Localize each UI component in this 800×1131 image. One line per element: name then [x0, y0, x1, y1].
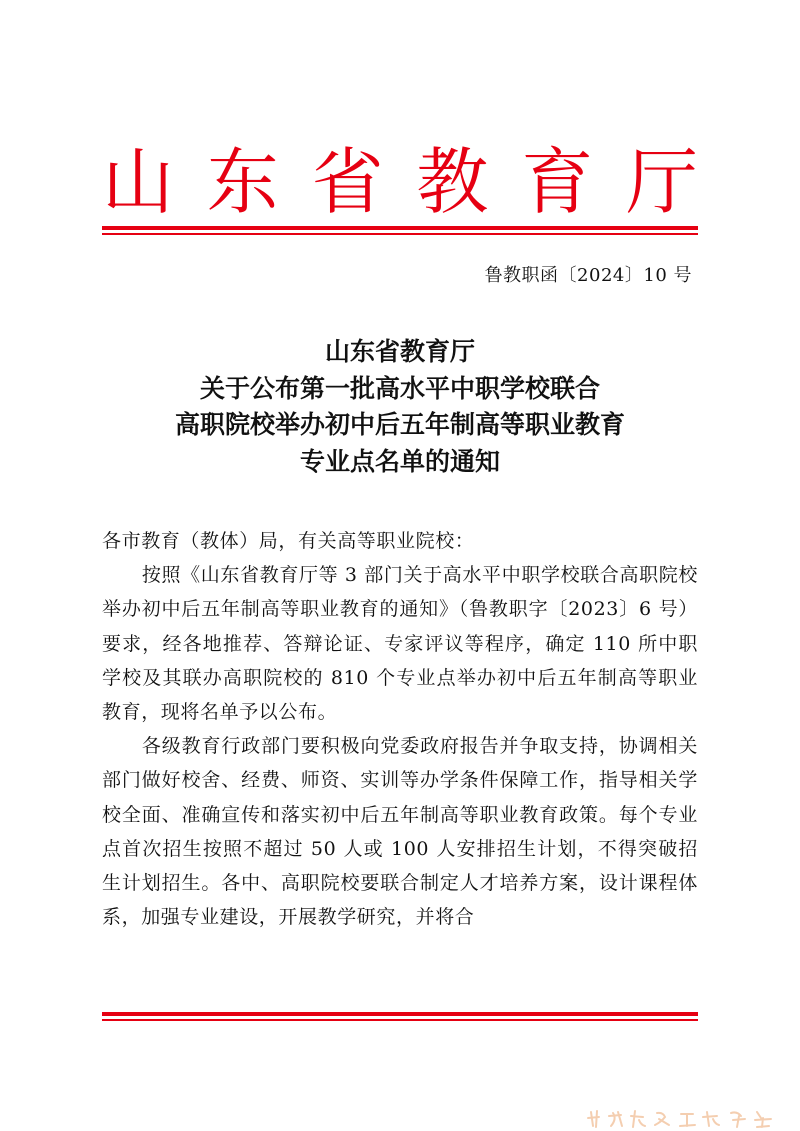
body-paragraph: 按照《山东省教育厅等 3 部门关于高水平中职学校联合高职院校举办初中后五年制高等职业教育的通知》（鲁教职字〔2023〕6 号）要求，经各地推荐、答辩论证、专家评议等程序，确定 110 所中职学校及其联办高职院校的 810 个专业点举办初中后五年制高等职业教育，现将名单予以公布。 — [102, 564, 698, 724]
header-red-rule-thick — [102, 226, 698, 230]
footer-red-rule-thin — [102, 1019, 698, 1021]
document-title — [100, 334, 700, 480]
masthead-char: 山 — [102, 140, 175, 224]
body-paragraph: 各级教育行政部门要积极向党委政府报告并争取支持，协调相关部门做好校舍、经费、师资、实训等办学条件保障工作，指导相关学校全面、准确宣传和落实初中后五年制高等职业教育政策。每个专业点首次招生按照不超过 50 人或 100 人安排招生计划，不得突破招生计划招生。各中、高职院校要联合制定人才培养方案，设计课程体系，加强专业建设，开展教学研究，并将合 — [102, 735, 698, 929]
footer-red-rule-thick — [102, 1012, 698, 1016]
masthead-char: 厅 — [625, 140, 698, 224]
masthead-char: 育 — [521, 140, 594, 224]
document-number: 鲁教职函〔2024〕10 号 — [484, 265, 692, 286]
masthead-char: 教 — [416, 140, 489, 224]
title-line: 高职院校举办初中后五年制高等职业教育 — [174, 410, 625, 439]
salutation: 各市教育（教体）局，有关高等职业院校： — [102, 530, 475, 552]
title-line: 专业点名单的通知 — [299, 446, 500, 476]
watermark-calligraphy-icon — [585, 1108, 795, 1130]
issuing-authority-masthead — [102, 140, 698, 224]
title-line: 山东省教育厅 — [324, 337, 475, 366]
masthead-char: 省 — [311, 140, 384, 224]
title-line: 关于公布第一批高水平中职学校联合 — [199, 373, 600, 403]
header-red-rule-thin — [102, 233, 698, 235]
masthead-char: 东 — [206, 140, 279, 224]
document-body — [102, 524, 698, 934]
school-watermark — [585, 1108, 795, 1130]
